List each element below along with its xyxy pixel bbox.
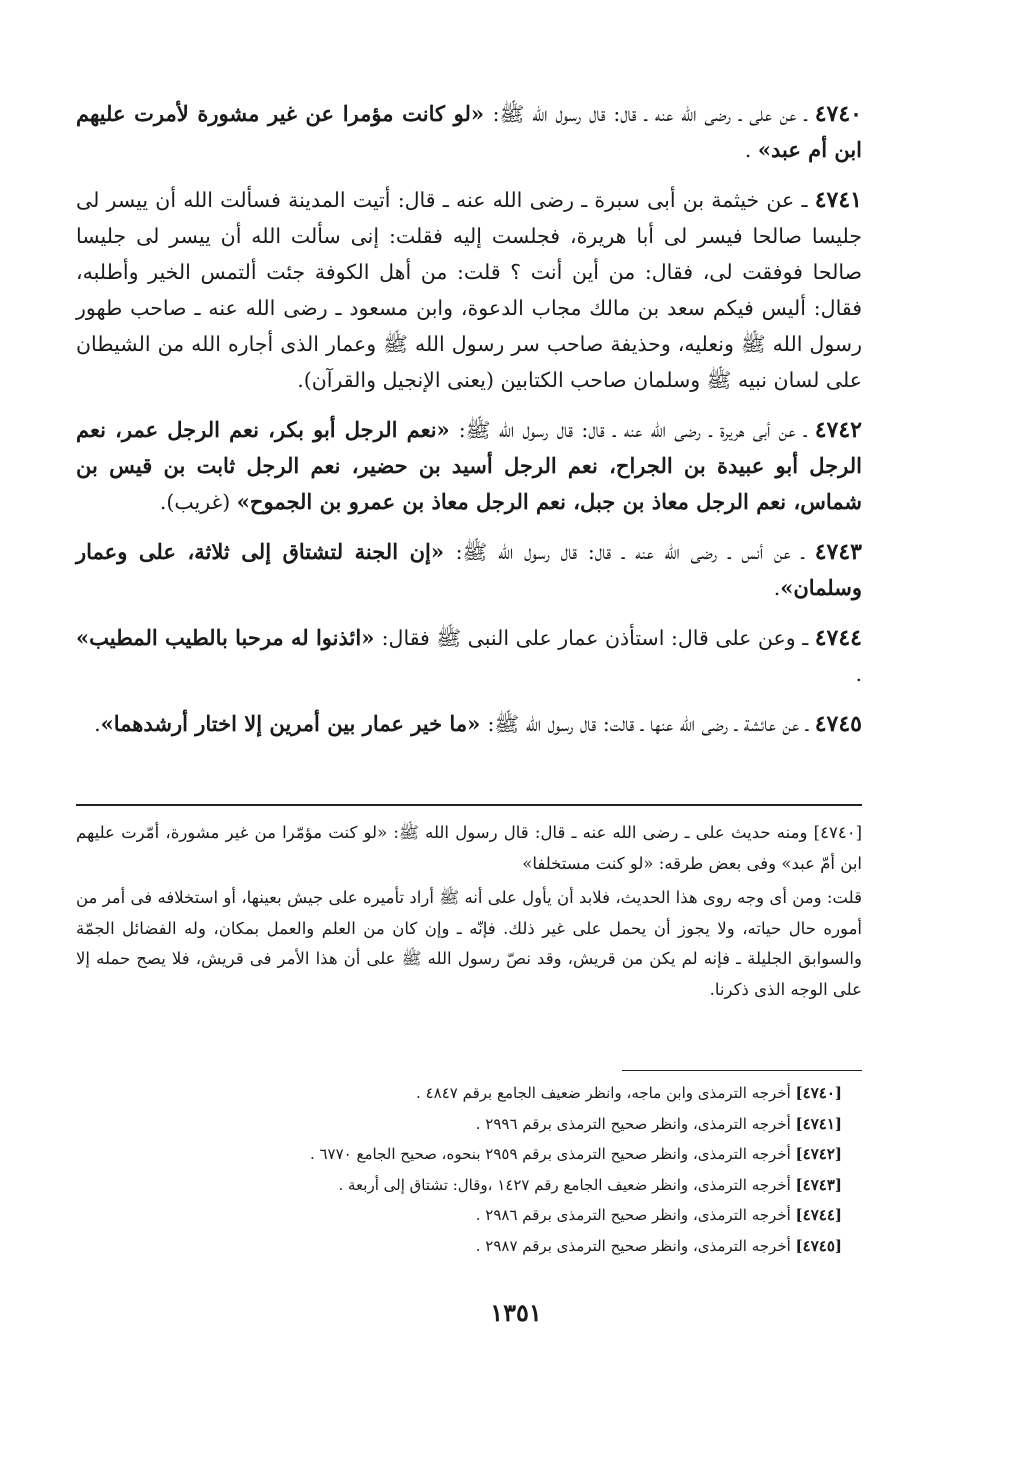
- hadith-quote: «ما خير عمار بين أمرين إلا اختار أرشدهما»: [100, 711, 488, 736]
- hadith-number: ٤٧٤٥: [814, 711, 862, 737]
- hadith-4745: [76, 706, 862, 742]
- hadith-number: ٤٧٤٣: [814, 539, 862, 565]
- hadith-text: ـ عن خيثمة بن أبى سبرة ـ رضى الله عنه ـ قال: أتيت المدينة فسألت الله أن ييسر لى جليسا صالحا فيسر لى أبا هريرة، فجلست إليه فقلت: إنى سألت الله أن ييسر لى جليسا صالحا فوفقت لى، فقال: من أين أنت ؟ قلت: من أهل الكوفة جئت ألتمس الخير وأطلبه، فقال: أليس فيكم سعد بن مالك مجاب الدعوة، وابن مسعود ـ رضى الله عنه ـ صاحب طهور رسول الله ﷺ ونعليه، وحذيفة صاحب سر رسول الله ﷺ وعمار الذى أجاره الله من الشيطان على لسان نبيه ﷺ وسلمان صاحب الكتابين (يعنى الإنجيل والقرآن).: [76, 188, 862, 392]
- reference-item: [76, 1170, 842, 1201]
- reference-number: [٤٧٤٠]: [795, 1084, 842, 1102]
- hadith-tail: (غريب).: [159, 490, 237, 514]
- hadith-number: ٤٧٤١: [814, 187, 862, 213]
- hadith-text: ـ عن عائشة ـ رضى الله عنها ـ قالت: قال رسول الله ﷺ:: [487, 712, 809, 736]
- hadith-4743: [76, 534, 862, 606]
- hadith-quote: «ائذنوا له مرحبا بالطيب المطيب»: [76, 625, 382, 650]
- hadith-tail: .: [94, 712, 101, 736]
- commentary-paragraph: [٤٧٤٠] ومنه حديث على ـ رضى الله عنه ـ قال: قال رسول الله ﷺ: «لو كنت مؤمّرا من غير مشورة، أمّرت عليهم ابن أمّ عبد» وفى بعض طرقه: «لو كنت مستخلفا»: [76, 823, 862, 873]
- hadith-tail: .: [773, 576, 781, 600]
- hadith-number: ٤٧٤٤: [814, 625, 862, 651]
- reference-text: أخرجه الترمذى وابن ماجه، وانظر ضعيف الجامع برقم ٤٨٤٧ .: [416, 1084, 796, 1102]
- hadith-number: ٤٧٤٢: [814, 417, 862, 443]
- references-list: [76, 1078, 842, 1261]
- reference-text: أخرجه الترمذى، وانظر صحيح الترمذى برقم ٢٩٨٦ .: [475, 1206, 796, 1224]
- reference-number: [٤٧٤١]: [795, 1114, 842, 1133]
- reference-text: أخرجه الترمذى، وانظر صحيح الترمذى برقم ٢٩٩٦ .: [475, 1114, 796, 1133]
- page-number: ١٣٥١: [490, 1298, 542, 1327]
- hadith-text: ـ عن أبى هريرة ـ رضى الله عنه ـ قال: قال رسول الله ﷺ:: [458, 418, 807, 442]
- reference-text: أخرجه الترمذى، وانظر ضعيف الجامع رقم ١٤٢٧ ،وقال: تشتاق إلى أربعة .: [338, 1175, 796, 1194]
- hadith-4742: [76, 412, 862, 520]
- hadith-section: [76, 96, 862, 756]
- reference-item: [76, 1109, 842, 1140]
- reference-item: [76, 1139, 842, 1170]
- section-divider: [76, 804, 862, 806]
- hadith-number: ٤٧٤٠: [814, 101, 862, 127]
- hadith-text: ـ عن أنس ـ رضى الله عنه ـ قال: قال رسول الله ﷺ:: [455, 540, 804, 564]
- reference-number: [٤٧٤٤]: [795, 1206, 842, 1224]
- hadith-tail: .: [855, 662, 862, 686]
- reference-text: أخرجه الترمذى، وانظر صحيح الترمذى برقم ٢٩٥٩ بنحوه، صحيح الجامع ٦٧٧٠ .: [309, 1145, 796, 1163]
- hadith-text: ـ وعن على قال: استأذن عمار على النبى ﷺ فقال:: [381, 626, 809, 650]
- hadith-tail: .: [744, 138, 758, 162]
- reference-number: [٤٧٤٣]: [795, 1175, 842, 1194]
- reference-item: [76, 1231, 842, 1262]
- commentary-paragraph: قلت: ومن أى وجه روى هذا الحديث، فلابد أن يأول على أنه ﷺ أراد تأميره على جيش بعينها، أو استخلافه فى أمر من أموره حال حياته، ولا يجوز أن يحمل على غير ذلك. فإنّه ـ وإن كان من العلم والعمل بمكان، وله الفضائل الجمّة والسوابق الجليلة ـ فإنه لم يكن من قريش، وقد نصّ رسول الله ﷺ على أن هذا الأمر فى قريش، فلا يصح حمله إلا على الوجه الذى ذكرنا.: [76, 888, 862, 999]
- commentary-section: [76, 818, 862, 1009]
- reference-item: [76, 1078, 842, 1109]
- footnote-divider: [622, 1070, 862, 1071]
- hadith-4740: [76, 96, 862, 168]
- hadith-quote: «لو كانت مؤمرا عن غير مشورة لأمرت عليهم ابن أم عبد»: [76, 101, 862, 162]
- hadith-text: ـ عن على ـ رضى الله عنه ـ قال: قال رسول الله ﷺ:: [492, 102, 807, 126]
- reference-number: [٤٧٤٥]: [795, 1236, 842, 1255]
- reference-text: أخرجه الترمذى، وانظر صحيح الترمذى برقم ٢٩٨٧ .: [475, 1236, 796, 1255]
- reference-item: [76, 1200, 842, 1231]
- hadith-quote: «إن الجنة لتشتاق إلى ثلاثة، على وعمار وسلمان»: [76, 539, 862, 600]
- reference-number: [٤٧٤٢]: [795, 1145, 842, 1163]
- hadith-quote: «نعم الرجل أبو بكر، نعم الرجل عمر، نعم الرجل أبو عبيدة بن الجراح، نعم الرجل أسيد بن حضير، نعم الرجل ثابت بن قيس بن شماس، نعم الرجل معاذ بن جبل، نعم الرجل معاذ بن عمرو بن الجموح»: [76, 417, 862, 514]
- hadith-4744: [76, 620, 862, 692]
- hadith-4741: [76, 182, 862, 398]
